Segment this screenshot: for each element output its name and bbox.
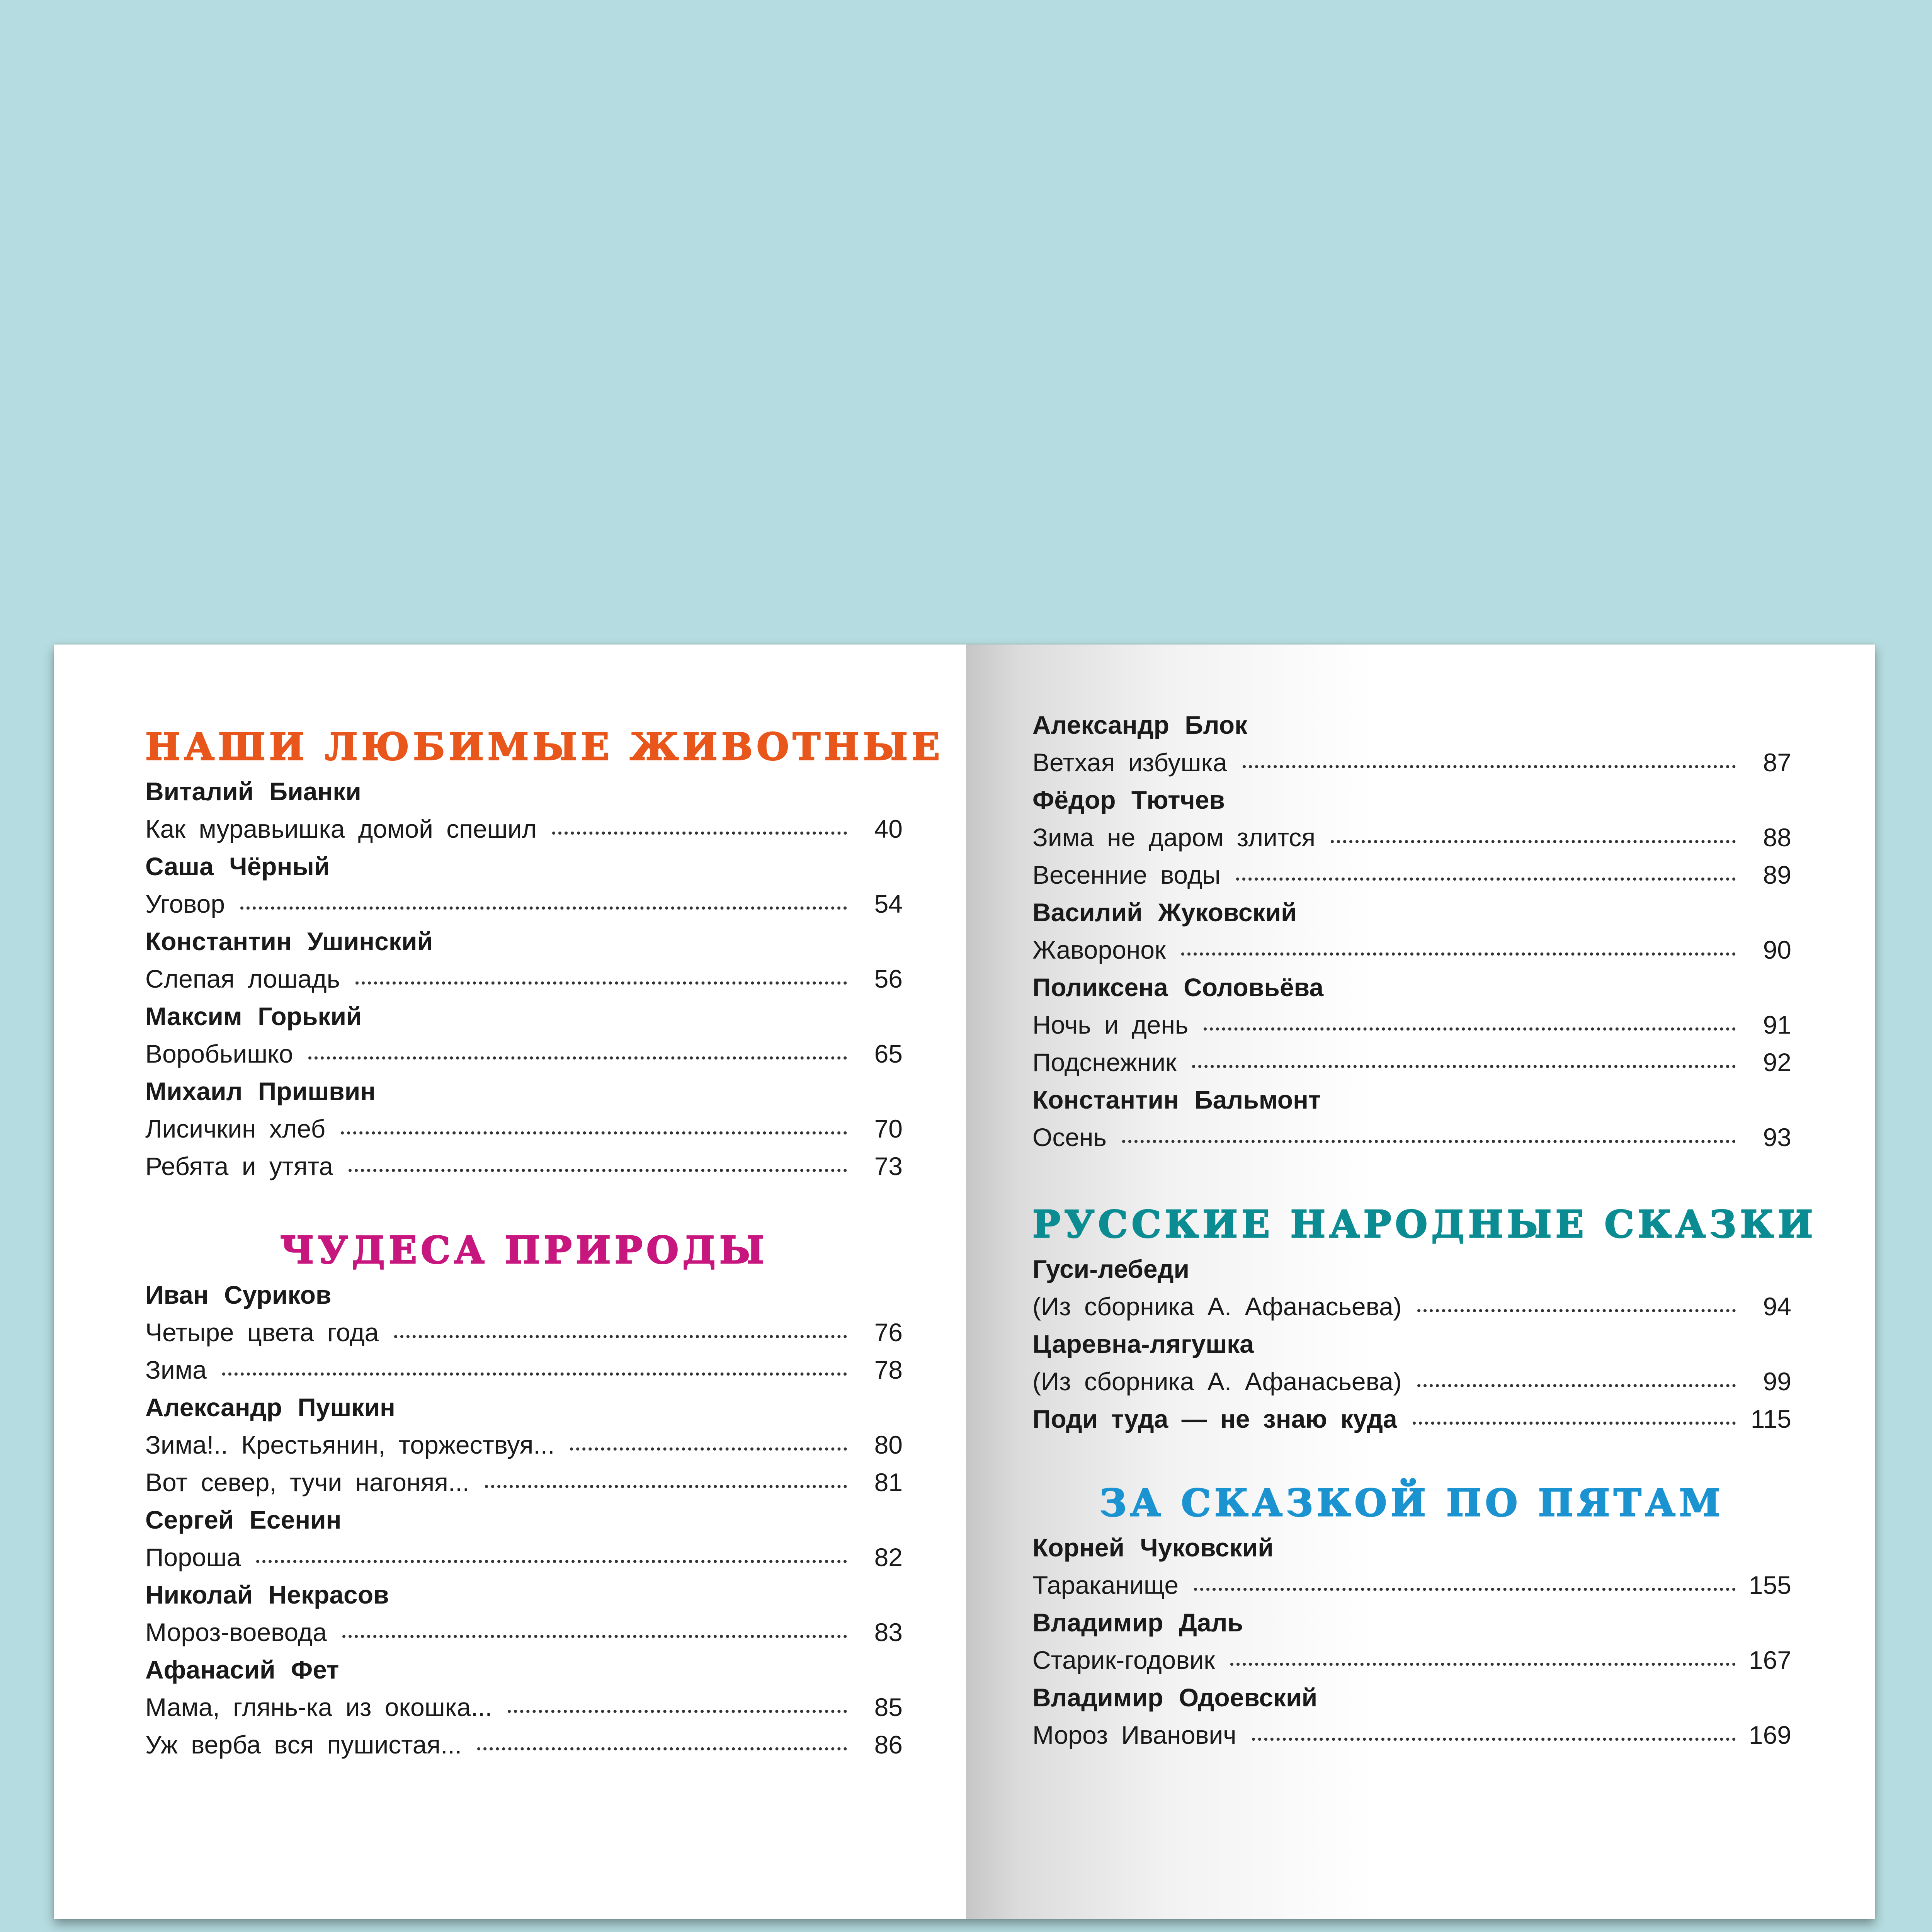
toc-entry[interactable] (1032, 1288, 1791, 1325)
book-spread (54, 645, 1875, 1919)
author: Виталий Бианки (145, 777, 361, 806)
toc-entry[interactable] (145, 810, 903, 848)
section-title-animals: НАШИ ЛЮБИМЫЕ ЖИВОТНЫЕ (145, 725, 944, 769)
author: Владимир Даль (1032, 1608, 1243, 1637)
toc-entry[interactable] (1032, 1044, 1791, 1081)
entry-title: Зима (145, 1355, 207, 1384)
entry-title: Мороз-воевода (145, 1618, 327, 1646)
toc-entry[interactable] (1032, 856, 1791, 894)
dot-leader (1122, 1140, 1736, 1143)
toc-entry[interactable] (1032, 1716, 1791, 1754)
author: Владимир Одоевский (1032, 1683, 1318, 1712)
page-number: 86 (874, 1730, 903, 1759)
author: Василий Жуковский (1032, 898, 1297, 927)
entry-title: Осень (1032, 1123, 1107, 1151)
page-number: 85 (874, 1693, 903, 1721)
page-number: 80 (874, 1430, 903, 1459)
toc-entry[interactable] (145, 960, 903, 998)
entry-title: Уговор (145, 889, 225, 918)
entry-title: Уж верба вся пушистая... (145, 1730, 462, 1759)
toc-entry[interactable] (145, 1426, 903, 1464)
dot-leader (1181, 952, 1736, 956)
section-title-fairy-tales: ЗА СКАЗКОЙ ПО ПЯТАМ (1100, 1481, 1724, 1525)
page-number: 81 (874, 1468, 903, 1497)
dot-leader (1417, 1384, 1736, 1387)
page-number: 54 (874, 889, 903, 918)
toc-entry[interactable] (1032, 1641, 1791, 1679)
entry-title: Слепая лошадь (145, 964, 340, 993)
page-number: 88 (1763, 823, 1791, 852)
page-number: 155 (1748, 1571, 1791, 1599)
author: Фёдор Тютчев (1032, 786, 1225, 814)
dot-leader (222, 1372, 847, 1376)
page-number: 87 (1763, 748, 1791, 777)
author: Поликсена Соловьёва (1032, 973, 1324, 1002)
tale-name: Гуси-лебеди (1032, 1255, 1190, 1283)
page-number: 40 (874, 815, 903, 843)
page-number: 99 (1763, 1367, 1791, 1396)
toc-entry[interactable] (145, 1148, 903, 1185)
dot-leader (477, 1747, 847, 1750)
author: Иван Суриков (145, 1281, 332, 1309)
dot-leader (570, 1447, 847, 1451)
dot-leader (508, 1710, 847, 1713)
entry-title: Мороз Иванович (1032, 1721, 1236, 1749)
section-title-nature: ЧУДЕСА ПРИРОДЫ (280, 1228, 768, 1272)
dot-leader (349, 1169, 847, 1172)
page-number: 82 (874, 1543, 903, 1571)
entry-title: Пороша (145, 1543, 241, 1571)
author: Сергей Есенин (145, 1505, 342, 1534)
dot-leader (256, 1560, 847, 1563)
dot-leader (1417, 1309, 1736, 1312)
entry-title: (Из сборника А. Афанасьева) (1032, 1367, 1402, 1396)
page-number: 76 (874, 1318, 903, 1347)
entry-title: Зима не даром злится (1032, 823, 1316, 852)
entry-title: Как муравьишка домой спешил (145, 815, 537, 843)
dot-leader (1236, 878, 1736, 881)
entry-title: Весенние воды (1032, 861, 1221, 889)
author: Константин Ушинский (145, 927, 433, 956)
author: Николай Некрасов (145, 1580, 389, 1609)
toc-entry[interactable] (145, 1614, 903, 1651)
dot-leader (355, 981, 847, 985)
toc-entry[interactable] (145, 1351, 903, 1389)
dot-leader (1413, 1422, 1736, 1425)
entry-title: (Из сборника А. Афанасьева) (1032, 1292, 1402, 1321)
page-number: 56 (874, 964, 903, 993)
author: Константин Бальмонт (1032, 1085, 1321, 1114)
page-number: 70 (874, 1114, 903, 1143)
entry-title: Ночь и день (1032, 1010, 1189, 1039)
dot-leader (1252, 1738, 1736, 1741)
toc-entry[interactable] (1032, 819, 1791, 856)
page-number: 115 (1750, 1405, 1791, 1433)
page-number: 73 (874, 1152, 903, 1180)
page-number: 78 (874, 1355, 903, 1384)
toc-entry[interactable] (145, 1689, 903, 1726)
entry-title: Поди туда — не знаю куда (1032, 1405, 1397, 1433)
toc-entry[interactable] (145, 885, 903, 923)
page-number: 91 (1763, 1010, 1791, 1039)
page-number: 167 (1748, 1646, 1791, 1674)
author: Афанасий Фет (145, 1655, 339, 1684)
entry-title: Жаворонок (1032, 935, 1166, 964)
dot-leader (485, 1485, 847, 1488)
page-number: 83 (874, 1618, 903, 1646)
toc-entry[interactable] (1032, 1363, 1791, 1400)
dot-leader (1243, 765, 1736, 768)
toc-entry[interactable] (1032, 1400, 1791, 1438)
entry-title: Вот север, тучи нагоняя... (145, 1468, 469, 1497)
author: Корней Чуковский (1032, 1533, 1274, 1562)
dot-leader (1331, 840, 1736, 843)
entry-title: Ребята и утята (145, 1152, 333, 1180)
toc-entry[interactable] (145, 1539, 903, 1576)
page-number: 94 (1763, 1292, 1791, 1321)
dot-leader (1204, 1027, 1736, 1031)
toc-entry[interactable] (1032, 931, 1791, 969)
toc-entry[interactable] (1032, 1006, 1791, 1044)
toc-entry[interactable] (145, 1726, 903, 1764)
page-number: 92 (1763, 1048, 1791, 1077)
entry-title: Тараканище (1032, 1571, 1179, 1599)
author: Александр Блок (1032, 711, 1248, 739)
page-number: 89 (1763, 861, 1791, 889)
right-page (966, 645, 1875, 1919)
toc-entry[interactable] (145, 1110, 903, 1148)
tale-name: Царевна-лягушка (1032, 1330, 1254, 1358)
author: Михаил Пришвин (145, 1077, 376, 1105)
page-number: 65 (874, 1039, 903, 1068)
dot-leader (1194, 1588, 1736, 1591)
entry-title: Подснежник (1032, 1048, 1177, 1077)
author: Саша Чёрный (145, 852, 330, 881)
dot-leader (394, 1335, 847, 1338)
page-number: 90 (1763, 935, 1791, 964)
toc-entry[interactable] (1032, 1119, 1791, 1156)
toc-entry[interactable] (1032, 744, 1791, 781)
dot-leader (1230, 1663, 1736, 1666)
author: Александр Пушкин (145, 1393, 395, 1422)
dot-leader (342, 1635, 847, 1638)
page-number: 93 (1763, 1123, 1791, 1151)
entry-title: Ветхая избушка (1032, 748, 1227, 777)
author: Максим Горький (145, 1002, 362, 1031)
left-page (54, 645, 966, 1919)
entry-title: Старик-годовик (1032, 1646, 1215, 1674)
dot-leader (341, 1131, 847, 1134)
toc-entry[interactable] (145, 1314, 903, 1351)
section-title-folk-tales: РУССКИЕ НАРОДНЫЕ СКАЗКИ (1032, 1202, 1817, 1246)
entry-title: Мама, глянь-ка из окошка... (145, 1693, 492, 1721)
toc-entry[interactable] (145, 1464, 903, 1501)
entry-title: Лисичкин хлеб (145, 1114, 326, 1143)
entry-title: Четыре цвета года (145, 1318, 379, 1347)
entry-title: Воробьишко (145, 1039, 293, 1068)
page-number: 169 (1748, 1721, 1791, 1749)
dot-leader (240, 906, 847, 910)
dot-leader (308, 1056, 847, 1060)
entry-title: Зима!.. Крестьянин, торжествуя... (145, 1430, 555, 1459)
toc-entry[interactable] (145, 1035, 903, 1073)
dot-leader (552, 832, 847, 835)
toc-entry[interactable] (1032, 1566, 1791, 1604)
dot-leader (1192, 1065, 1736, 1068)
